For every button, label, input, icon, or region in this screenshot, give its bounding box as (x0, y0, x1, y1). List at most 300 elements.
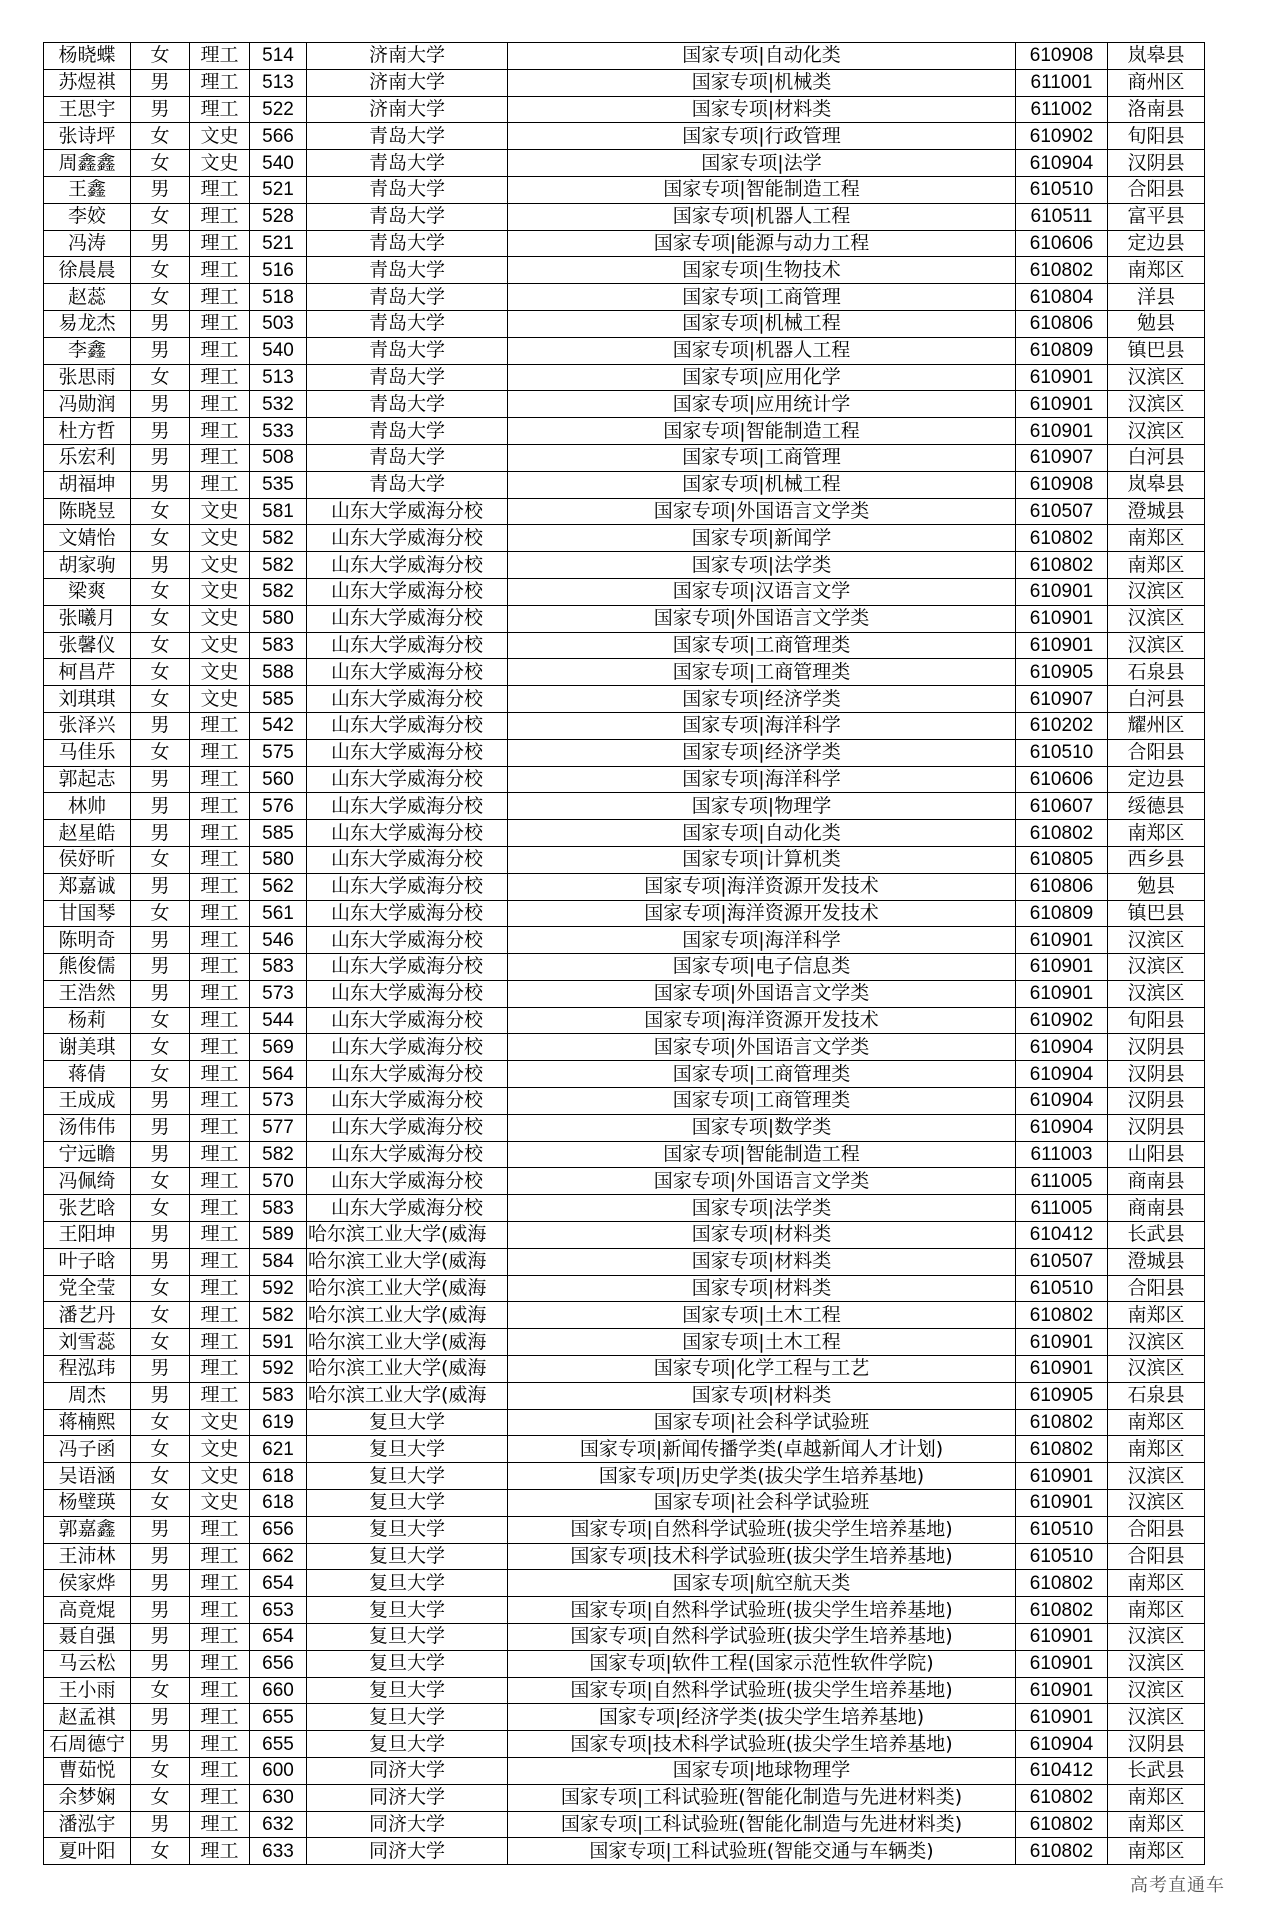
county-cell: 汉阴县 (1108, 1114, 1205, 1141)
name-cell: 赵蕊 (44, 284, 131, 311)
name-cell: 杜方哲 (44, 418, 131, 445)
county-cell: 西乡县 (1108, 846, 1205, 873)
table-row (44, 1034, 1205, 1061)
category-cell: 理工 (190, 1275, 250, 1302)
category-cell: 理工 (190, 1677, 250, 1704)
table-row (44, 605, 1205, 632)
table-row (44, 69, 1205, 96)
major-cell: 国家专项|物理学 (508, 793, 1016, 820)
name-cell: 王思宇 (44, 96, 131, 123)
school-cell: 青岛大学 (307, 257, 508, 284)
table-row (44, 123, 1205, 150)
score-cell: 544 (250, 1007, 307, 1034)
major-cell: 国家专项|工商管理类 (508, 1088, 1016, 1115)
name-cell: 赵星皓 (44, 820, 131, 847)
name-cell: 徐晨晨 (44, 257, 131, 284)
major-cell: 国家专项|工商管理类 (508, 659, 1016, 686)
score-cell: 653 (250, 1597, 307, 1624)
school-cell: 山东大学威海分校 (307, 1141, 508, 1168)
county-cell: 南郑区 (1108, 1302, 1205, 1329)
major-cell: 国家专项|经济学类 (508, 739, 1016, 766)
school-cell: 济南大学 (307, 43, 508, 70)
gender-cell: 女 (131, 1275, 190, 1302)
name-cell: 梁爽 (44, 578, 131, 605)
gender-cell: 女 (131, 203, 190, 230)
major-cell: 国家专项|智能制造工程 (508, 1141, 1016, 1168)
score-cell: 662 (250, 1543, 307, 1570)
gender-cell: 男 (131, 230, 190, 257)
school-cell: 山东大学威海分校 (307, 1034, 508, 1061)
county-cell: 汉阴县 (1108, 150, 1205, 177)
gender-cell: 女 (131, 846, 190, 873)
major-cell: 国家专项|电子信息类 (508, 954, 1016, 981)
score-cell: 521 (250, 230, 307, 257)
table-row (44, 96, 1205, 123)
county-cell: 勉县 (1108, 873, 1205, 900)
major-cell: 国家专项|海洋资源开发技术 (508, 873, 1016, 900)
category-cell: 文史 (190, 525, 250, 552)
county-cell: 定边县 (1108, 766, 1205, 793)
school-cell: 青岛大学 (307, 123, 508, 150)
gender-cell: 男 (131, 471, 190, 498)
code-cell: 610802 (1016, 1838, 1108, 1865)
major-cell: 国家专项|工商管理 (508, 444, 1016, 471)
score-cell: 585 (250, 820, 307, 847)
major-cell: 国家专项|新闻学 (508, 525, 1016, 552)
county-cell: 南郑区 (1108, 525, 1205, 552)
gender-cell: 男 (131, 1248, 190, 1275)
code-cell: 610904 (1016, 150, 1108, 177)
category-cell: 文史 (190, 659, 250, 686)
code-cell: 610901 (1016, 632, 1108, 659)
score-cell: 583 (250, 632, 307, 659)
gender-cell: 女 (131, 900, 190, 927)
county-cell: 合阳县 (1108, 1275, 1205, 1302)
code-cell: 610802 (1016, 1597, 1108, 1624)
code-cell: 610901 (1016, 1650, 1108, 1677)
table-row (44, 659, 1205, 686)
name-cell: 王小雨 (44, 1677, 131, 1704)
code-cell: 610802 (1016, 1302, 1108, 1329)
school-cell: 山东大学威海分校 (307, 900, 508, 927)
major-cell: 国家专项|土木工程 (508, 1302, 1016, 1329)
name-cell: 潘泓宇 (44, 1811, 131, 1838)
major-cell: 国家专项|海洋科学 (508, 766, 1016, 793)
score-cell: 561 (250, 900, 307, 927)
name-cell: 杨晓蝶 (44, 43, 131, 70)
name-cell: 冯子函 (44, 1436, 131, 1463)
gender-cell: 男 (131, 766, 190, 793)
name-cell: 杨莉 (44, 1007, 131, 1034)
major-cell: 国家专项|自然科学试验班(拔尖学生培养基地) (508, 1597, 1016, 1624)
major-cell: 国家专项|机器人工程 (508, 203, 1016, 230)
code-cell: 610806 (1016, 873, 1108, 900)
gender-cell: 女 (131, 1463, 190, 1490)
code-cell: 610901 (1016, 1329, 1108, 1356)
table-row (44, 444, 1205, 471)
county-cell: 商南县 (1108, 1168, 1205, 1195)
code-cell: 611005 (1016, 1168, 1108, 1195)
major-cell: 国家专项|自然科学试验班(拔尖学生培养基地) (508, 1516, 1016, 1543)
name-cell: 侯家烨 (44, 1570, 131, 1597)
code-cell: 610901 (1016, 954, 1108, 981)
score-cell: 618 (250, 1490, 307, 1517)
table-row (44, 257, 1205, 284)
name-cell: 张曦月 (44, 605, 131, 632)
school-cell: 复旦大学 (307, 1677, 508, 1704)
table-row (44, 391, 1205, 418)
county-cell: 汉滨区 (1108, 1624, 1205, 1651)
school-cell: 复旦大学 (307, 1704, 508, 1731)
county-cell: 合阳县 (1108, 1516, 1205, 1543)
name-cell: 张诗坪 (44, 123, 131, 150)
table-row (44, 1007, 1205, 1034)
category-cell: 理工 (190, 1034, 250, 1061)
major-cell: 国家专项|工商管理类 (508, 1061, 1016, 1088)
table-row (44, 1409, 1205, 1436)
table-row (44, 1490, 1205, 1517)
category-cell: 文史 (190, 123, 250, 150)
major-cell: 国家专项|机械类 (508, 69, 1016, 96)
major-cell: 国家专项|法学类 (508, 552, 1016, 579)
code-cell: 610901 (1016, 1704, 1108, 1731)
county-cell: 镇巴县 (1108, 900, 1205, 927)
county-cell: 汉滨区 (1108, 954, 1205, 981)
major-cell: 国家专项|化学工程与工艺 (508, 1356, 1016, 1383)
county-cell: 绥德县 (1108, 793, 1205, 820)
gender-cell: 女 (131, 1329, 190, 1356)
score-cell: 516 (250, 257, 307, 284)
category-cell: 理工 (190, 766, 250, 793)
score-cell: 575 (250, 739, 307, 766)
major-cell: 国家专项|自然科学试验班(拔尖学生培养基地) (508, 1624, 1016, 1651)
score-cell: 654 (250, 1624, 307, 1651)
county-cell: 南郑区 (1108, 1784, 1205, 1811)
category-cell: 文史 (190, 686, 250, 713)
school-cell: 青岛大学 (307, 230, 508, 257)
table-row (44, 873, 1205, 900)
code-cell: 610901 (1016, 1677, 1108, 1704)
category-cell: 文史 (190, 552, 250, 579)
county-cell: 洋县 (1108, 284, 1205, 311)
school-cell: 山东大学威海分校 (307, 846, 508, 873)
school-cell: 山东大学威海分校 (307, 552, 508, 579)
category-cell: 理工 (190, 980, 250, 1007)
score-cell: 660 (250, 1677, 307, 1704)
code-cell: 610907 (1016, 444, 1108, 471)
county-cell: 镇巴县 (1108, 337, 1205, 364)
school-cell: 复旦大学 (307, 1731, 508, 1758)
name-cell: 潘艺丹 (44, 1302, 131, 1329)
name-cell: 程泓玮 (44, 1356, 131, 1383)
county-cell: 石泉县 (1108, 659, 1205, 686)
gender-cell: 男 (131, 1088, 190, 1115)
major-cell: 国家专项|自动化类 (508, 43, 1016, 70)
major-cell: 国家专项|汉语言文学 (508, 578, 1016, 605)
school-cell: 复旦大学 (307, 1409, 508, 1436)
category-cell: 文史 (190, 498, 250, 525)
gender-cell: 女 (131, 632, 190, 659)
major-cell: 国家专项|经济学类(拔尖学生培养基地) (508, 1704, 1016, 1731)
score-cell: 566 (250, 123, 307, 150)
name-cell: 张艺晗 (44, 1195, 131, 1222)
major-cell: 国家专项|机械工程 (508, 310, 1016, 337)
major-cell: 国家专项|应用化学 (508, 364, 1016, 391)
table-row (44, 150, 1205, 177)
name-cell: 王鑫 (44, 176, 131, 203)
major-cell: 国家专项|地球物理学 (508, 1758, 1016, 1785)
name-cell: 张泽兴 (44, 712, 131, 739)
gender-cell: 男 (131, 1624, 190, 1651)
major-cell: 国家专项|工商管理类 (508, 632, 1016, 659)
school-cell: 山东大学威海分校 (307, 873, 508, 900)
school-cell: 山东大学威海分校 (307, 686, 508, 713)
category-cell: 理工 (190, 43, 250, 70)
name-cell: 陈明奇 (44, 927, 131, 954)
category-cell: 理工 (190, 1570, 250, 1597)
code-cell: 610901 (1016, 605, 1108, 632)
gender-cell: 女 (131, 123, 190, 150)
category-cell: 理工 (190, 1704, 250, 1731)
gender-cell: 女 (131, 1436, 190, 1463)
major-cell: 国家专项|外国语言文学类 (508, 1034, 1016, 1061)
score-cell: 513 (250, 364, 307, 391)
table-row (44, 927, 1205, 954)
category-cell: 理工 (190, 1650, 250, 1677)
name-cell: 王成成 (44, 1088, 131, 1115)
county-cell: 旬阳县 (1108, 123, 1205, 150)
county-cell: 汉滨区 (1108, 1677, 1205, 1704)
table-row (44, 1222, 1205, 1249)
table-row (44, 203, 1205, 230)
category-cell: 文史 (190, 150, 250, 177)
table-row (44, 230, 1205, 257)
county-cell: 南郑区 (1108, 552, 1205, 579)
category-cell: 理工 (190, 176, 250, 203)
category-cell: 理工 (190, 96, 250, 123)
county-cell: 南郑区 (1108, 1570, 1205, 1597)
category-cell: 理工 (190, 418, 250, 445)
name-cell: 王阳坤 (44, 1222, 131, 1249)
name-cell: 李姣 (44, 203, 131, 230)
name-cell: 冯佩绮 (44, 1168, 131, 1195)
category-cell: 理工 (190, 1838, 250, 1865)
table-row (44, 1704, 1205, 1731)
county-cell: 合阳县 (1108, 176, 1205, 203)
school-cell: 山东大学威海分校 (307, 1061, 508, 1088)
county-cell: 洛南县 (1108, 96, 1205, 123)
name-cell: 张思雨 (44, 364, 131, 391)
score-cell: 542 (250, 712, 307, 739)
score-cell: 592 (250, 1275, 307, 1302)
major-cell: 国家专项|外国语言文学类 (508, 980, 1016, 1007)
score-cell: 591 (250, 1329, 307, 1356)
category-cell: 理工 (190, 1114, 250, 1141)
gender-cell: 男 (131, 1222, 190, 1249)
category-cell: 理工 (190, 391, 250, 418)
code-cell: 610905 (1016, 1382, 1108, 1409)
county-cell: 富平县 (1108, 203, 1205, 230)
score-cell: 564 (250, 1061, 307, 1088)
category-cell: 理工 (190, 203, 250, 230)
gender-cell: 男 (131, 418, 190, 445)
code-cell: 611003 (1016, 1141, 1108, 1168)
county-cell: 南郑区 (1108, 257, 1205, 284)
gender-cell: 男 (131, 1356, 190, 1383)
score-cell: 656 (250, 1516, 307, 1543)
score-cell: 582 (250, 552, 307, 579)
school-cell: 青岛大学 (307, 337, 508, 364)
score-cell: 583 (250, 1382, 307, 1409)
major-cell: 国家专项|应用统计学 (508, 391, 1016, 418)
name-cell: 冯涛 (44, 230, 131, 257)
school-cell: 山东大学威海分校 (307, 525, 508, 552)
county-cell: 汉滨区 (1108, 1650, 1205, 1677)
code-cell: 610809 (1016, 337, 1108, 364)
name-cell: 马云松 (44, 1650, 131, 1677)
gender-cell: 女 (131, 659, 190, 686)
score-cell: 656 (250, 1650, 307, 1677)
score-cell: 522 (250, 96, 307, 123)
code-cell: 610902 (1016, 1007, 1108, 1034)
category-cell: 理工 (190, 954, 250, 981)
score-cell: 588 (250, 659, 307, 686)
gender-cell: 男 (131, 310, 190, 337)
code-cell: 610904 (1016, 1114, 1108, 1141)
school-cell: 山东大学威海分校 (307, 498, 508, 525)
category-cell: 文史 (190, 632, 250, 659)
category-cell: 文史 (190, 578, 250, 605)
score-cell: 600 (250, 1758, 307, 1785)
code-cell: 610412 (1016, 1758, 1108, 1785)
county-cell: 汉阴县 (1108, 1061, 1205, 1088)
gender-cell: 男 (131, 1141, 190, 1168)
score-cell: 546 (250, 927, 307, 954)
category-cell: 理工 (190, 1543, 250, 1570)
school-cell: 哈尔滨工业大学(威海 (307, 1222, 508, 1249)
score-cell: 584 (250, 1248, 307, 1275)
school-cell: 山东大学威海分校 (307, 793, 508, 820)
code-cell: 610905 (1016, 659, 1108, 686)
gender-cell: 女 (131, 578, 190, 605)
code-cell: 610901 (1016, 1490, 1108, 1517)
category-cell: 理工 (190, 846, 250, 873)
table-row (44, 1141, 1205, 1168)
category-cell: 理工 (190, 1061, 250, 1088)
table-row (44, 284, 1205, 311)
name-cell: 宁远瞻 (44, 1141, 131, 1168)
table-body (44, 43, 1205, 1865)
category-cell: 理工 (190, 69, 250, 96)
name-cell: 汤伟伟 (44, 1114, 131, 1141)
score-cell: 521 (250, 176, 307, 203)
school-cell: 山东大学威海分校 (307, 980, 508, 1007)
school-cell: 哈尔滨工业大学(威海 (307, 1302, 508, 1329)
score-cell: 580 (250, 846, 307, 873)
watermark-text: 高考直通车 (1130, 1875, 1225, 1896)
score-cell: 569 (250, 1034, 307, 1061)
county-cell: 汉滨区 (1108, 1356, 1205, 1383)
gender-cell: 男 (131, 176, 190, 203)
major-cell: 国家专项|材料类 (508, 1222, 1016, 1249)
category-cell: 文史 (190, 1409, 250, 1436)
category-cell: 理工 (190, 1195, 250, 1222)
major-cell: 国家专项|能源与动力工程 (508, 230, 1016, 257)
name-cell: 张馨仪 (44, 632, 131, 659)
major-cell: 国家专项|材料类 (508, 1248, 1016, 1275)
major-cell: 国家专项|工科试验班(智能交通与车辆类) (508, 1838, 1016, 1865)
table-row (44, 1088, 1205, 1115)
category-cell: 理工 (190, 1088, 250, 1115)
table-row (44, 980, 1205, 1007)
score-cell: 580 (250, 605, 307, 632)
school-cell: 同济大学 (307, 1811, 508, 1838)
code-cell: 610606 (1016, 230, 1108, 257)
gender-cell: 男 (131, 954, 190, 981)
table-row (44, 632, 1205, 659)
name-cell: 李鑫 (44, 337, 131, 364)
table-row (44, 686, 1205, 713)
county-cell: 澄城县 (1108, 498, 1205, 525)
major-cell: 国家专项|外国语言文学类 (508, 1168, 1016, 1195)
name-cell: 高竟焜 (44, 1597, 131, 1624)
category-cell: 文史 (190, 605, 250, 632)
name-cell: 甘国琴 (44, 900, 131, 927)
name-cell: 陈晓昱 (44, 498, 131, 525)
table-row (44, 1463, 1205, 1490)
code-cell: 610805 (1016, 846, 1108, 873)
gender-cell: 女 (131, 1758, 190, 1785)
table-row (44, 1784, 1205, 1811)
code-cell: 610802 (1016, 1784, 1108, 1811)
score-cell: 560 (250, 766, 307, 793)
name-cell: 叶子晗 (44, 1248, 131, 1275)
table-row (44, 900, 1205, 927)
name-cell: 苏煜祺 (44, 69, 131, 96)
code-cell: 610901 (1016, 578, 1108, 605)
code-cell: 610802 (1016, 820, 1108, 847)
name-cell: 王沛林 (44, 1543, 131, 1570)
score-cell: 533 (250, 418, 307, 445)
name-cell: 侯妤昕 (44, 846, 131, 873)
table-row (44, 766, 1205, 793)
school-cell: 哈尔滨工业大学(威海 (307, 1275, 508, 1302)
score-cell: 618 (250, 1463, 307, 1490)
score-cell: 581 (250, 498, 307, 525)
score-cell: 655 (250, 1731, 307, 1758)
gender-cell: 女 (131, 43, 190, 70)
table-row (44, 310, 1205, 337)
school-cell: 山东大学威海分校 (307, 632, 508, 659)
major-cell: 国家专项|工科试验班(智能化制造与先进材料类) (508, 1811, 1016, 1838)
major-cell: 国家专项|航空航天类 (508, 1570, 1016, 1597)
table-row (44, 1195, 1205, 1222)
code-cell: 611005 (1016, 1195, 1108, 1222)
name-cell: 柯昌芹 (44, 659, 131, 686)
name-cell: 余梦娴 (44, 1784, 131, 1811)
county-cell: 旬阳县 (1108, 1007, 1205, 1034)
county-cell: 汉滨区 (1108, 632, 1205, 659)
score-cell: 633 (250, 1838, 307, 1865)
school-cell: 复旦大学 (307, 1490, 508, 1517)
table-row (44, 1543, 1205, 1570)
table-row (44, 1677, 1205, 1704)
major-cell: 国家专项|生物技术 (508, 257, 1016, 284)
gender-cell: 男 (131, 444, 190, 471)
code-cell: 610908 (1016, 43, 1108, 70)
score-cell: 619 (250, 1409, 307, 1436)
name-cell: 夏叶阳 (44, 1838, 131, 1865)
